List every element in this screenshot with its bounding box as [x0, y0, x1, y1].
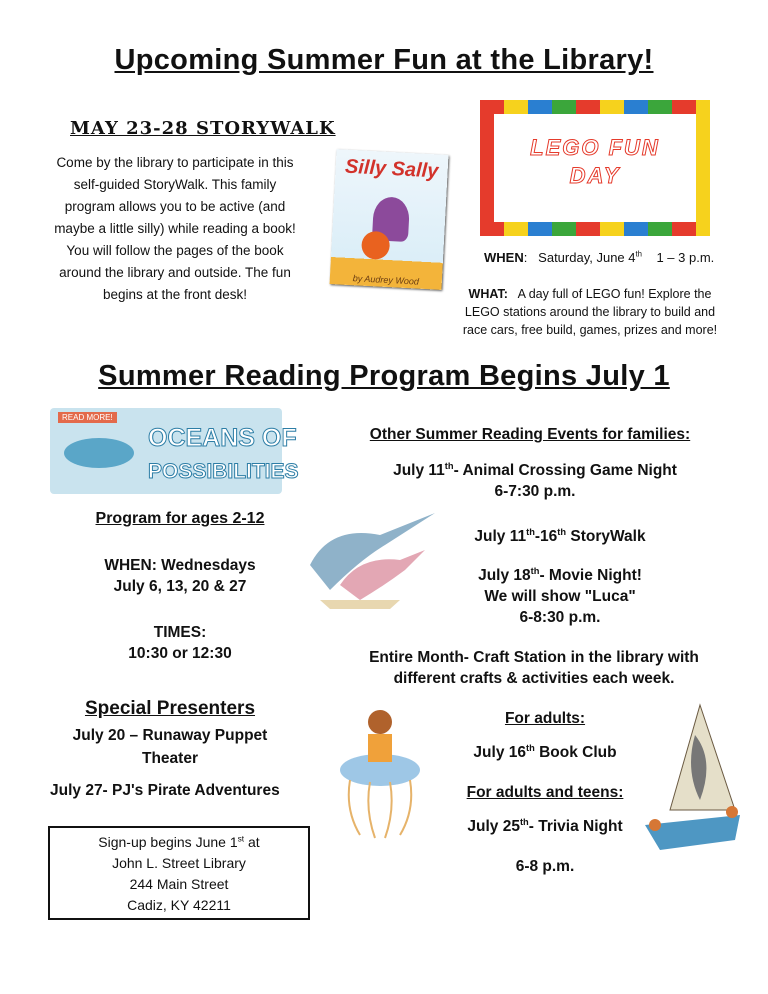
- text-line: TIMES:: [153, 624, 207, 641]
- text-line: different crafts & activities each week.: [393, 670, 675, 687]
- event-time: 6-7:30 p.m.: [494, 483, 576, 500]
- text-line: LEGO stations around the library to build and: [464, 305, 716, 319]
- event-animal-crossing: [345, 460, 725, 502]
- text-line: July 25: [467, 818, 520, 835]
- narwhals-illustration: [300, 505, 440, 610]
- superscript: th: [444, 460, 454, 471]
- text-line: July 16: [473, 744, 526, 761]
- for-adults-heading: For adults:: [504, 710, 586, 727]
- text-line: maybe a little silly) while reading a book!: [54, 221, 296, 236]
- book-author: by Audrey Wood: [352, 273, 420, 287]
- text-line: 10:30 or 12:30: [128, 645, 232, 662]
- text-line: July 11: [474, 528, 527, 545]
- lego-what: [440, 285, 740, 339]
- text-line: - Trivia Night: [528, 818, 623, 835]
- superscript: th: [526, 526, 535, 537]
- text-line: 244 Main Street: [129, 876, 229, 892]
- lego-fun-day-image: [480, 100, 710, 236]
- text-line: begins at the front desk!: [102, 287, 248, 302]
- superscript: st: [237, 833, 245, 844]
- text-line: Book Club: [534, 744, 617, 761]
- other-events-heading: Other Summer Reading Events for families:: [369, 426, 691, 443]
- text-line: -16: [534, 528, 558, 545]
- storywalk-description: [25, 152, 325, 306]
- logo-text: OCEANS OF: [148, 424, 297, 452]
- summer-reading-title: Summer Reading Program Begins July 1: [98, 360, 670, 392]
- text-line: July 6, 13, 20 & 27: [113, 578, 247, 595]
- text-line: - Animal Crossing Game Night: [453, 462, 677, 479]
- storywalk-heading: MAY 23-28 STORYWALK: [70, 118, 336, 139]
- when-time: 1 – 3 p.m.: [656, 250, 715, 265]
- logo-banner: READ MORE!: [58, 412, 117, 423]
- what-label: WHAT:: [468, 287, 508, 301]
- text-line: We will show "Luca": [484, 588, 636, 605]
- lego-image-text: DAY: [569, 163, 621, 188]
- text-line: July 20 – Runaway Puppet: [72, 727, 268, 744]
- logo-text: POSSIBILITIES: [148, 460, 299, 483]
- for-adults-teens-heading: For adults and teens:: [466, 784, 624, 801]
- event-time: 6-8:30 p.m.: [519, 609, 601, 626]
- event-movie-night: [420, 565, 700, 628]
- event-book-club: [440, 742, 650, 763]
- text-line: You will follow the pages of the book: [66, 243, 284, 258]
- text-line: Cadiz, KY 42211: [127, 897, 231, 913]
- superscript: th: [525, 742, 535, 753]
- superscript: th: [519, 816, 529, 827]
- text-line: Come by the library to participate in this: [56, 155, 294, 170]
- event-time: 6-8 p.m.: [515, 858, 575, 875]
- program-when: [60, 555, 300, 597]
- superscript: th: [557, 526, 567, 537]
- text-line: race cars, free build, games, prizes and more!: [462, 323, 718, 337]
- event-storywalk: [420, 526, 700, 547]
- text-line: at: [244, 834, 260, 850]
- program-times: [60, 622, 300, 664]
- special-presenters-heading: Special Presenters: [84, 698, 256, 719]
- superscript: th: [530, 565, 540, 576]
- superscript: th: [635, 249, 643, 259]
- program-ages: Program for ages 2-12: [95, 510, 265, 527]
- when-label: WHEN: [484, 250, 524, 265]
- event-trivia-night: [440, 816, 650, 837]
- silly-sally-book-cover: [330, 149, 449, 290]
- book-title: Silly Sally: [344, 155, 439, 183]
- text-line: Theater: [142, 750, 198, 767]
- oceans-of-possibilities-logo: [50, 408, 299, 494]
- text-line: Entire Month- Craft Station in the library with: [369, 649, 699, 666]
- sailboat-illustration: [640, 700, 745, 870]
- presenter-item: July 27- PJ's Pirate Adventures: [50, 782, 280, 799]
- text-line: - Movie Night!: [539, 567, 642, 584]
- when-date: Saturday, June 4: [538, 250, 636, 265]
- text-line: July 11: [393, 462, 445, 479]
- text-line: A day full of LEGO fun! Explore the: [517, 287, 712, 301]
- text-line: Sign-up begins June 1: [98, 834, 238, 850]
- text-line: around the library and outside. The fun: [59, 265, 291, 280]
- text-line: program allows you to be active (and: [64, 199, 286, 214]
- signup-box: [48, 826, 310, 920]
- presenters-list: [40, 724, 300, 770]
- text-line: July 18: [478, 567, 531, 584]
- lego-image-text: LEGO FUN: [530, 135, 660, 160]
- jellyfish-reader-illustration: [320, 700, 440, 840]
- lego-when: WHEN: Saturday, June 4th 1 – 3 p.m.: [484, 249, 715, 265]
- text-line: John L. Street Library: [112, 855, 246, 871]
- page-title: Upcoming Summer Fun at the Library!: [114, 44, 654, 76]
- text-line: self-guided StoryWalk. This family: [73, 177, 277, 192]
- text-line: WHEN: Wednesdays: [104, 557, 256, 574]
- text-line: StoryWalk: [566, 528, 646, 545]
- event-craft-station: [300, 647, 768, 689]
